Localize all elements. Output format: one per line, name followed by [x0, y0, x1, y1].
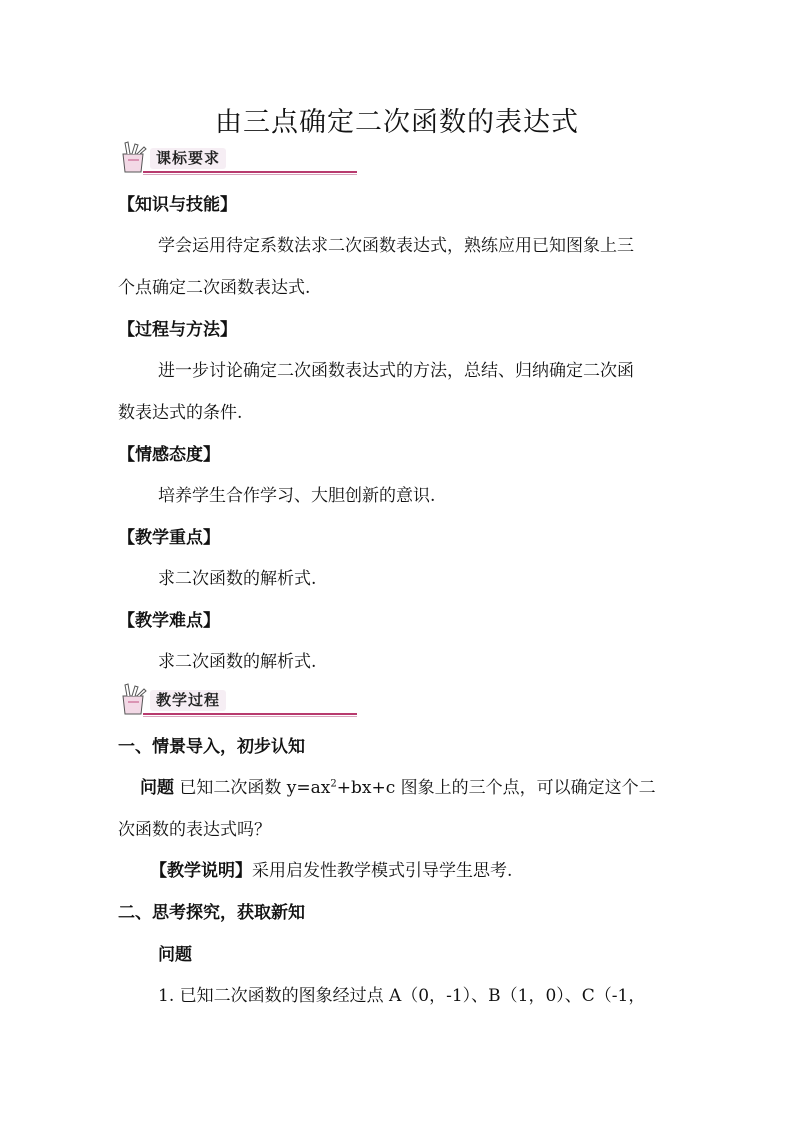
banner-label: 教学过程 [150, 690, 226, 711]
question-line [140, 773, 656, 798]
paragraph-line: 数表达式的条件. [118, 403, 243, 423]
banner-underline [143, 171, 357, 173]
paragraph-line: 求二次函数的解析式. [158, 569, 317, 589]
heading-process-method: 【过程与方法】 [118, 320, 237, 340]
teaching-note [150, 856, 512, 881]
heading-key-points: 【教学重点】 [118, 528, 220, 548]
banner-underline-thin [143, 716, 357, 717]
note-text: 采用启发性教学模式引导学生思考. [252, 861, 513, 881]
paragraph-line: 次函数的表达式吗？ [118, 820, 271, 840]
heading-part-two: 二、思考探究，获取新知 [118, 903, 305, 923]
question-text: 已知二次函数 y=ax [174, 778, 331, 798]
paragraph-line: 学会运用待定系数法求二次函数表达式，熟练应用已知图象上三 [158, 236, 634, 256]
problems-label: 问题 [158, 945, 192, 965]
banner-label: 课标要求 [150, 148, 226, 169]
paragraph-line: 培养学生合作学习、大胆创新的意识. [158, 486, 436, 506]
page-title: 由三点确定二次函数的表达式 [215, 107, 579, 138]
question-label: 问题 [140, 778, 174, 798]
note-label: 【教学说明】 [150, 861, 252, 881]
banner-underline [143, 713, 357, 715]
heading-knowledge: 【知识与技能】 [118, 195, 237, 215]
pencil-cup-icon [117, 140, 151, 174]
section-banner-process [117, 682, 247, 720]
paragraph-line: 个点确定二次函数表达式. [118, 278, 311, 298]
exponent: 2 [330, 778, 337, 790]
paragraph-line: 求二次函数的解析式. [158, 652, 317, 672]
heading-emotion: 【情感态度】 [118, 445, 220, 465]
heading-part-one: 一、情景导入，初步认知 [118, 737, 305, 757]
question-text-cont: +bx+c 图象上的三个点，可以确定这个二 [336, 778, 656, 798]
heading-difficulties: 【教学难点】 [118, 611, 220, 631]
pencil-cup-icon [117, 682, 151, 716]
problem-item: 1. 已知二次函数的图象经过点 A（0，-1）、B（1，0）、C（-1， [158, 986, 646, 1006]
banner-underline-thin [143, 174, 357, 175]
paragraph-line: 进一步讨论确定二次函数表达式的方法，总结、归纳确定二次函 [158, 361, 634, 381]
section-banner-standards [117, 140, 247, 178]
